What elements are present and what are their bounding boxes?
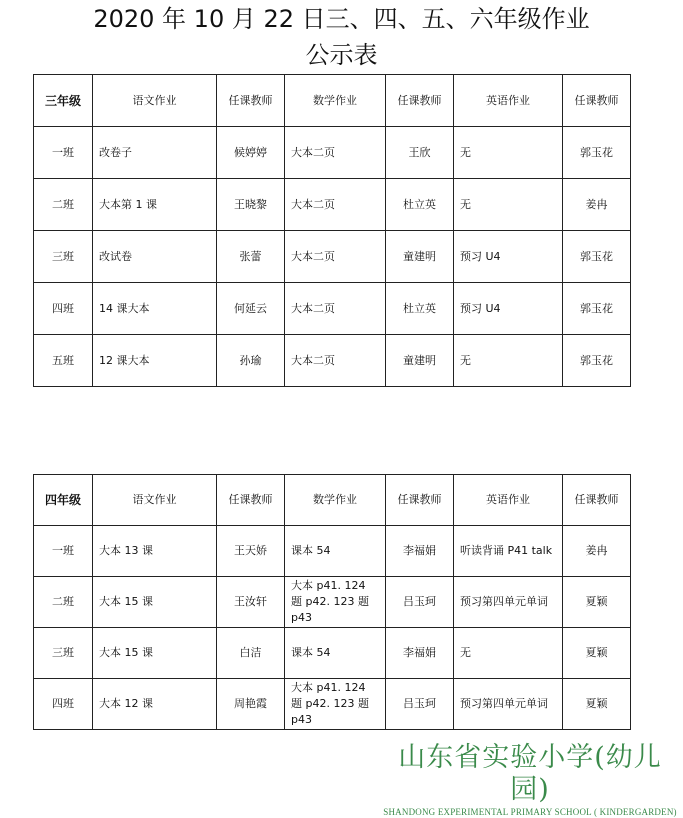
english-teacher: 郭玉花 (563, 335, 631, 387)
header-teacher: 任课教师 (386, 75, 454, 127)
english-homework: 无 (454, 335, 563, 387)
chinese-teacher: 白洁 (217, 628, 285, 679)
english-homework: 预习 U4 (454, 283, 563, 335)
english-homework: 无 (454, 127, 563, 179)
chinese-homework: 大本 15 课 (93, 628, 217, 679)
school-logo (380, 742, 680, 818)
school-logo-english: SHANDONG EXPERIMENTAL PRIMARY SCHOOL ( KINDERGARDEN) (383, 807, 677, 817)
math-teacher: 童建明 (386, 231, 454, 283)
chinese-homework: 大本 15 课 (93, 577, 217, 628)
header-teacher: 任课教师 (563, 475, 631, 526)
english-teacher: 夏颖 (563, 577, 631, 628)
english-homework: 听读背诵 P41 talk (454, 526, 563, 577)
class-name: 四班 (34, 283, 93, 335)
english-homework: 无 (454, 179, 563, 231)
table-row (34, 679, 631, 730)
class-name: 三班 (34, 628, 93, 679)
table-header-row (34, 475, 631, 526)
class-name: 二班 (34, 179, 93, 231)
chinese-homework: 大本 13 课 (93, 526, 217, 577)
english-teacher: 郭玉花 (563, 283, 631, 335)
english-homework: 预习 U4 (454, 231, 563, 283)
chinese-teacher: 何延云 (217, 283, 285, 335)
page-subtitle: 公示表 (305, 41, 378, 69)
chinese-teacher: 王晓黎 (217, 179, 285, 231)
grade-label: 三年级 (34, 75, 93, 127)
header-chinese: 语文作业 (93, 75, 217, 127)
school-logo-name: 山东省实验小学(幼儿园) (398, 742, 662, 805)
math-teacher: 童建明 (386, 335, 454, 387)
grade-label: 四年级 (34, 475, 93, 526)
chinese-homework: 12 课大本 (93, 335, 217, 387)
chinese-teacher: 周艳霞 (217, 679, 285, 730)
math-teacher: 杜立英 (386, 283, 454, 335)
grade3-homework-table (33, 74, 631, 387)
math-teacher: 李福娟 (386, 526, 454, 577)
english-teacher: 姜冉 (563, 179, 631, 231)
english-teacher: 夏颖 (563, 679, 631, 730)
math-homework: 大本二页 (285, 127, 386, 179)
table-row (34, 283, 631, 335)
grade4-homework-table (33, 474, 631, 730)
table-row (34, 577, 631, 628)
table-row (34, 335, 631, 387)
chinese-teacher: 王汝轩 (217, 577, 285, 628)
math-teacher: 王欣 (386, 127, 454, 179)
chinese-homework: 大本第 1 课 (93, 179, 217, 231)
header-math: 数学作业 (285, 75, 386, 127)
english-homework: 预习第四单元单词 (454, 679, 563, 730)
table-row (34, 628, 631, 679)
chinese-homework: 14 课大本 (93, 283, 217, 335)
class-name: 一班 (34, 526, 93, 577)
chinese-homework: 大本 12 课 (93, 679, 217, 730)
header-teacher: 任课教师 (563, 75, 631, 127)
class-name: 五班 (34, 335, 93, 387)
class-name: 三班 (34, 231, 93, 283)
table-row (34, 127, 631, 179)
table-row (34, 231, 631, 283)
math-homework: 大本二页 (285, 179, 386, 231)
math-teacher: 杜立英 (386, 179, 454, 231)
header-english: 英语作业 (454, 475, 563, 526)
math-homework: 课本 54 (285, 526, 386, 577)
header-math: 数学作业 (285, 475, 386, 526)
chinese-teacher: 张蕾 (217, 231, 285, 283)
math-homework: 大本二页 (285, 283, 386, 335)
math-homework: 大本二页 (285, 231, 386, 283)
table-header-row (34, 75, 631, 127)
math-homework: 课本 54 (285, 628, 386, 679)
class-name: 四班 (34, 679, 93, 730)
math-teacher: 李福娟 (386, 628, 454, 679)
header-teacher: 任课教师 (217, 475, 285, 526)
chinese-teacher: 候婷婷 (217, 127, 285, 179)
header-teacher: 任课教师 (386, 475, 454, 526)
table-row (34, 526, 631, 577)
english-teacher: 郭玉花 (563, 231, 631, 283)
english-teacher: 姜冉 (563, 526, 631, 577)
table-row (34, 179, 631, 231)
math-homework: 大本 p41. 124 题 p42. 123 题 p43 (285, 577, 386, 628)
chinese-teacher: 孙瑜 (217, 335, 285, 387)
math-homework: 大本 p41. 124 题 p42. 123 题 p43 (285, 679, 386, 730)
page-title: 2020 年 10 月 22 日三、四、五、六年级作业 (93, 5, 590, 33)
math-teacher: 吕玉珂 (386, 679, 454, 730)
chinese-homework: 改卷子 (93, 127, 217, 179)
english-teacher: 郭玉花 (563, 127, 631, 179)
chinese-homework: 改试卷 (93, 231, 217, 283)
math-teacher: 吕玉珂 (386, 577, 454, 628)
class-name: 一班 (34, 127, 93, 179)
english-homework: 无 (454, 628, 563, 679)
header-english: 英语作业 (454, 75, 563, 127)
class-name: 二班 (34, 577, 93, 628)
chinese-teacher: 王天娇 (217, 526, 285, 577)
header-teacher: 任课教师 (217, 75, 285, 127)
math-homework: 大本二页 (285, 335, 386, 387)
english-teacher: 夏颖 (563, 628, 631, 679)
english-homework: 预习第四单元单词 (454, 577, 563, 628)
header-chinese: 语文作业 (93, 475, 217, 526)
